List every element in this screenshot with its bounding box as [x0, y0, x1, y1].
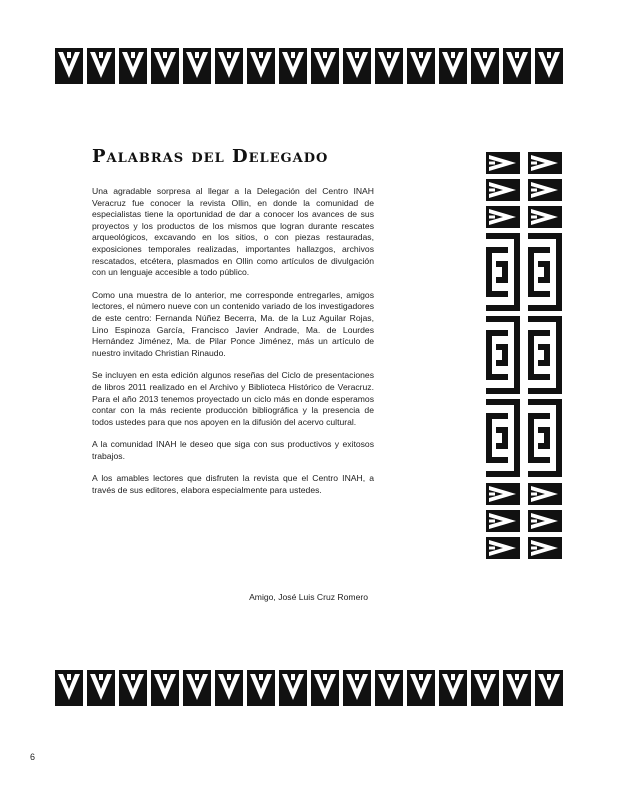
triangle-fret-row: [486, 510, 562, 532]
triangle-fret-icon: [528, 152, 562, 174]
triangle-fret-row: [486, 152, 562, 174]
stepped-v-fret-icon: [119, 48, 147, 84]
paragraph-1: Una agradable sorpresa al llegar a la Delegación del Centro INAH Veracruz fue conocer la revista Ollin, en donde la comunidad de especialistas tiene la oportunidad de dar a conocer los avances de sus proyectos y los productos de los mismos que logran durante rescates arqueológicos, excavando en los sitios, o con piezas restauradas, exposiciones temporales realizadas, importantes hallazgos, archivos rescatados, etcétera, plasmados en Ollin como artículos de divulgación con un lenguaje accesible a todo público.: [92, 186, 374, 278]
greca-spiral-icon: [486, 233, 562, 311]
stepped-v-fret-icon: [439, 48, 467, 84]
page-number: 6: [30, 752, 36, 762]
stepped-v-fret-icon: [279, 48, 307, 84]
stepped-v-fret-icon: [503, 670, 531, 706]
greca-spiral-icon: [486, 399, 562, 477]
stepped-v-fret-icon: [343, 48, 371, 84]
stepped-v-fret-icon: [311, 48, 339, 84]
triangle-fret-icon: [528, 537, 562, 559]
stepped-v-fret-icon: [247, 48, 275, 84]
stepped-v-fret-icon: [119, 670, 147, 706]
paragraph-4: A la comunidad INAH le deseo que siga con sus productivos y exitosos trabajos.: [92, 439, 374, 461]
triangle-fret-icon: [486, 152, 520, 174]
article-body: [92, 186, 374, 508]
triangle-fret-row: [486, 206, 562, 228]
paragraph-5: A los amables lectores que disfruten la revista que el Centro INAH, a través de sus editores, elabora especialmente para ustedes.: [92, 473, 374, 496]
triangle-fret-row: [486, 537, 562, 559]
stepped-v-fret-icon: [87, 48, 115, 84]
triangle-fret-icon: [486, 483, 520, 505]
triangle-fret-icon: [528, 510, 562, 532]
stepped-v-fret-icon: [503, 48, 531, 84]
bottom-decorative-band: [55, 670, 563, 706]
stepped-v-fret-icon: [311, 670, 339, 706]
triangle-fret-icon: [486, 179, 520, 201]
stepped-v-fret-icon: [183, 48, 211, 84]
paragraph-2: Como una muestra de lo anterior, me corresponde entregarles, amigos lectores, el número nueve con un contenido variado de los investigadores de este centro: Fernanda Núñez Becerra, Ma. de la Luz Aguilar Rojas, Lino Espinoza García, Francisco Javier Andrade, Ma. de Lourdes Hernández Jiménez, Ma. de Pilar Ponce Jiménez, más un artículo de nuestro invitado Christian Rinaudo.: [92, 289, 374, 358]
stepped-v-fret-icon: [375, 670, 403, 706]
paragraph-3: Se incluyen en esta edición algunos reseñas del Ciclo de presentaciones de libros 2011 realizado en el Archivo y Biblioteca Histórico de Veracruz. Para el año 2013 tenemos proyectado un ciclo más en donde esperamos contar con la más reciente producción bibliográfica y la presencia de todos ustedes para que nos apoyen en la difusión del acervo cultural.: [92, 370, 374, 427]
greca-spiral-icon: [486, 316, 562, 394]
stepped-v-fret-icon: [535, 670, 563, 706]
signature: Amigo, José Luis Cruz Romero: [249, 592, 368, 602]
triangle-fret-icon: [528, 179, 562, 201]
stepped-v-fret-icon: [247, 670, 275, 706]
stepped-v-fret-icon: [215, 670, 243, 706]
triangle-fret-icon: [486, 510, 520, 532]
triangle-fret-icon: [486, 206, 520, 228]
stepped-v-fret-icon: [151, 48, 179, 84]
triangle-fret-icon: [528, 206, 562, 228]
stepped-v-fret-icon: [535, 48, 563, 84]
stepped-v-fret-icon: [407, 670, 435, 706]
page-title: Palabras del Delegado: [92, 146, 329, 167]
triangle-fret-row: [486, 179, 562, 201]
stepped-v-fret-icon: [215, 48, 243, 84]
side-decorative-column: [486, 152, 562, 564]
stepped-v-fret-icon: [55, 48, 83, 84]
stepped-v-fret-icon: [55, 670, 83, 706]
stepped-v-fret-icon: [471, 670, 499, 706]
stepped-v-fret-icon: [471, 48, 499, 84]
triangle-fret-icon: [528, 483, 562, 505]
stepped-v-fret-icon: [183, 670, 211, 706]
stepped-v-fret-icon: [439, 670, 467, 706]
stepped-v-fret-icon: [375, 48, 403, 84]
triangle-fret-icon: [486, 537, 520, 559]
stepped-v-fret-icon: [151, 670, 179, 706]
stepped-v-fret-icon: [279, 670, 307, 706]
stepped-v-fret-icon: [87, 670, 115, 706]
stepped-v-fret-icon: [407, 48, 435, 84]
stepped-v-fret-icon: [343, 670, 371, 706]
triangle-fret-row: [486, 483, 562, 505]
top-decorative-band: [55, 48, 563, 84]
